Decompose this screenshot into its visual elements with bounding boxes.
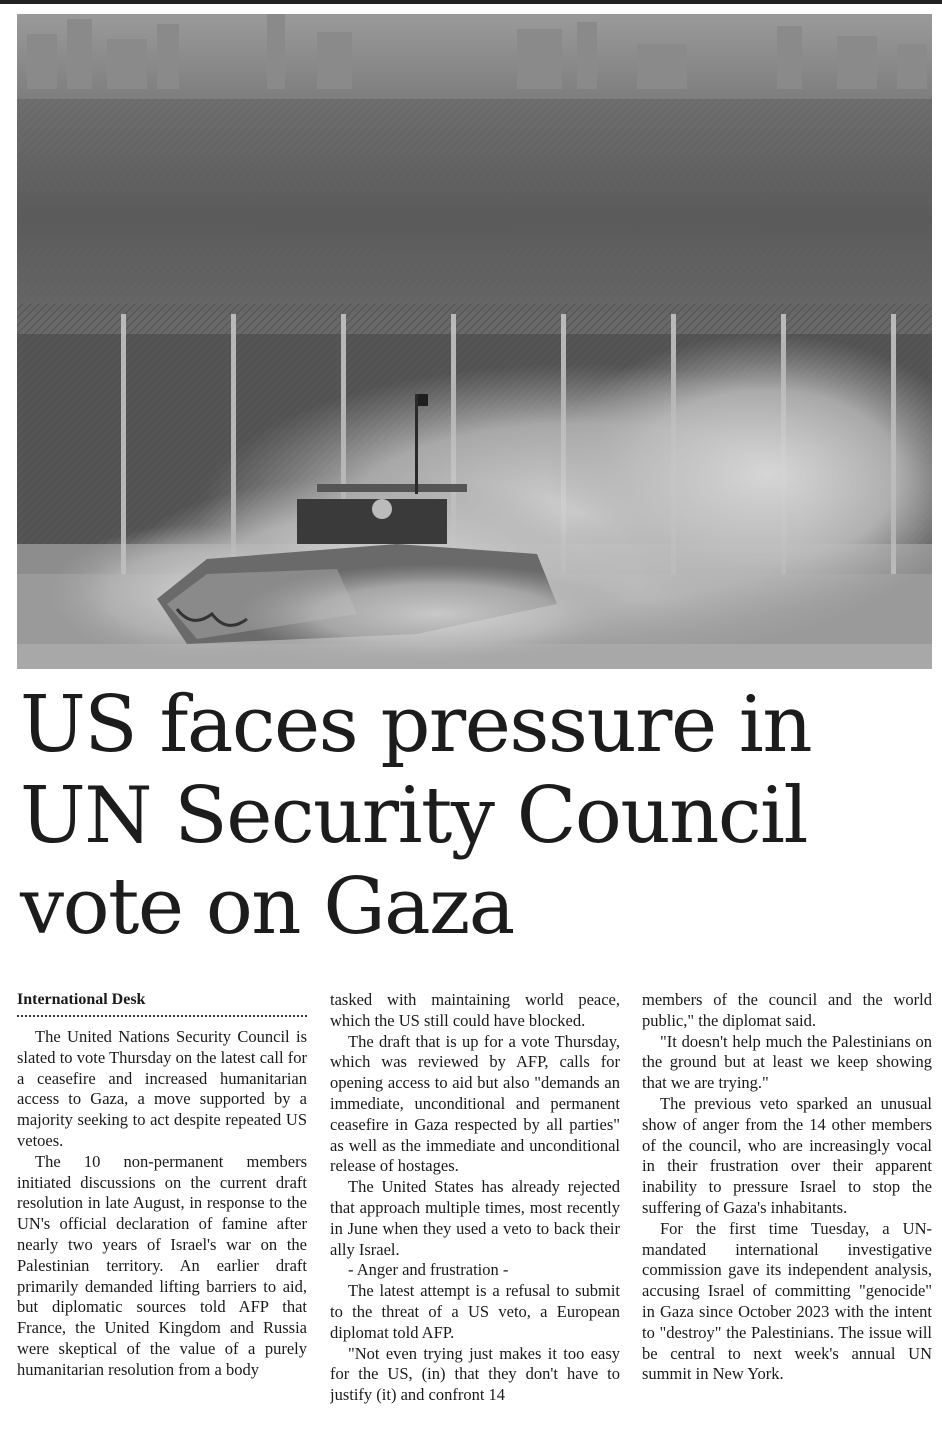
desk-label: International Desk bbox=[17, 990, 307, 1017]
article-column-2 bbox=[330, 990, 620, 1430]
article-column-1 bbox=[17, 990, 307, 1430]
headline-line-2: UN Security Council bbox=[20, 771, 807, 861]
news-photo bbox=[17, 14, 932, 669]
paragraph: The draft that is up for a vote Thursday, which was reviewed by AFP, calls for opening access to aid but also "demands an immediate, unconditional and permanent ceasefire in Gaza respected by all parties" as well as the immediate and unconditional release of hostages. bbox=[330, 1031, 620, 1176]
paragraph: "Not even trying just makes it too easy for the US, (in) that they don't have to justify (it) and confront 14 bbox=[330, 1343, 620, 1405]
paragraph: The 10 non-permanent members initiated discussions on the current draft resolution in late August, in response to the UN's official declaration of famine after nearly two years of Israel's war on the Palestinian territory. An earlier draft primarily demanded lifting barriers to aid, but diplomatic sources told AFP that France, the United Kingdom and Russia were skeptical of the value of a purely humanitarian resolution from a body bbox=[17, 1151, 307, 1379]
tank-photo-icon bbox=[17, 14, 932, 669]
paragraph: The previous veto sparked an unusual show of anger from the 14 other members of the council, who are increasingly vocal in their frustration over their apparent inability to pressure Israel to stop the suffering of Gaza's inhabitants. bbox=[642, 1093, 932, 1217]
paragraph: The United States has already rejected that approach multiple times, most recently in June when they used a veto to back their ally Israel. bbox=[330, 1177, 620, 1259]
headline bbox=[20, 680, 920, 953]
paragraph: "It doesn't help much the Palestinians on the ground but at least we keep showing that we are trying." bbox=[642, 1031, 932, 1093]
headline-line-3: vote on Gaza bbox=[20, 862, 514, 952]
subheading: - Anger and frustration - bbox=[348, 1260, 509, 1280]
paragraph: tasked with maintaining world peace, which the US still could have blocked. bbox=[330, 990, 620, 1030]
top-rule bbox=[0, 0, 942, 4]
paragraph: For the first time Tuesday, a UN-mandated international investigative commission gave its independent analysis, accusing Israel of committing "genocide" in Gaza since October 2023 with the intent to "destroy" the Palestinians. The issue will be central to next week's annual UN summit in New York. bbox=[642, 1218, 932, 1384]
article-column-3 bbox=[642, 990, 932, 1430]
paragraph: The latest attempt is a refusal to submit to the threat of a US veto, a European diplomat told AFP. bbox=[330, 1281, 620, 1342]
paragraph: The United Nations Security Council is slated to vote Thursday on the latest call for a ceasefire and increased humanitarian access to Gaza, a move supported by a majority seeking to act despite repeated US vetoes. bbox=[17, 1027, 307, 1150]
paragraph: members of the council and the world public," the diplomat said. bbox=[642, 990, 932, 1030]
headline-line-1: US faces pressure in bbox=[20, 680, 812, 770]
